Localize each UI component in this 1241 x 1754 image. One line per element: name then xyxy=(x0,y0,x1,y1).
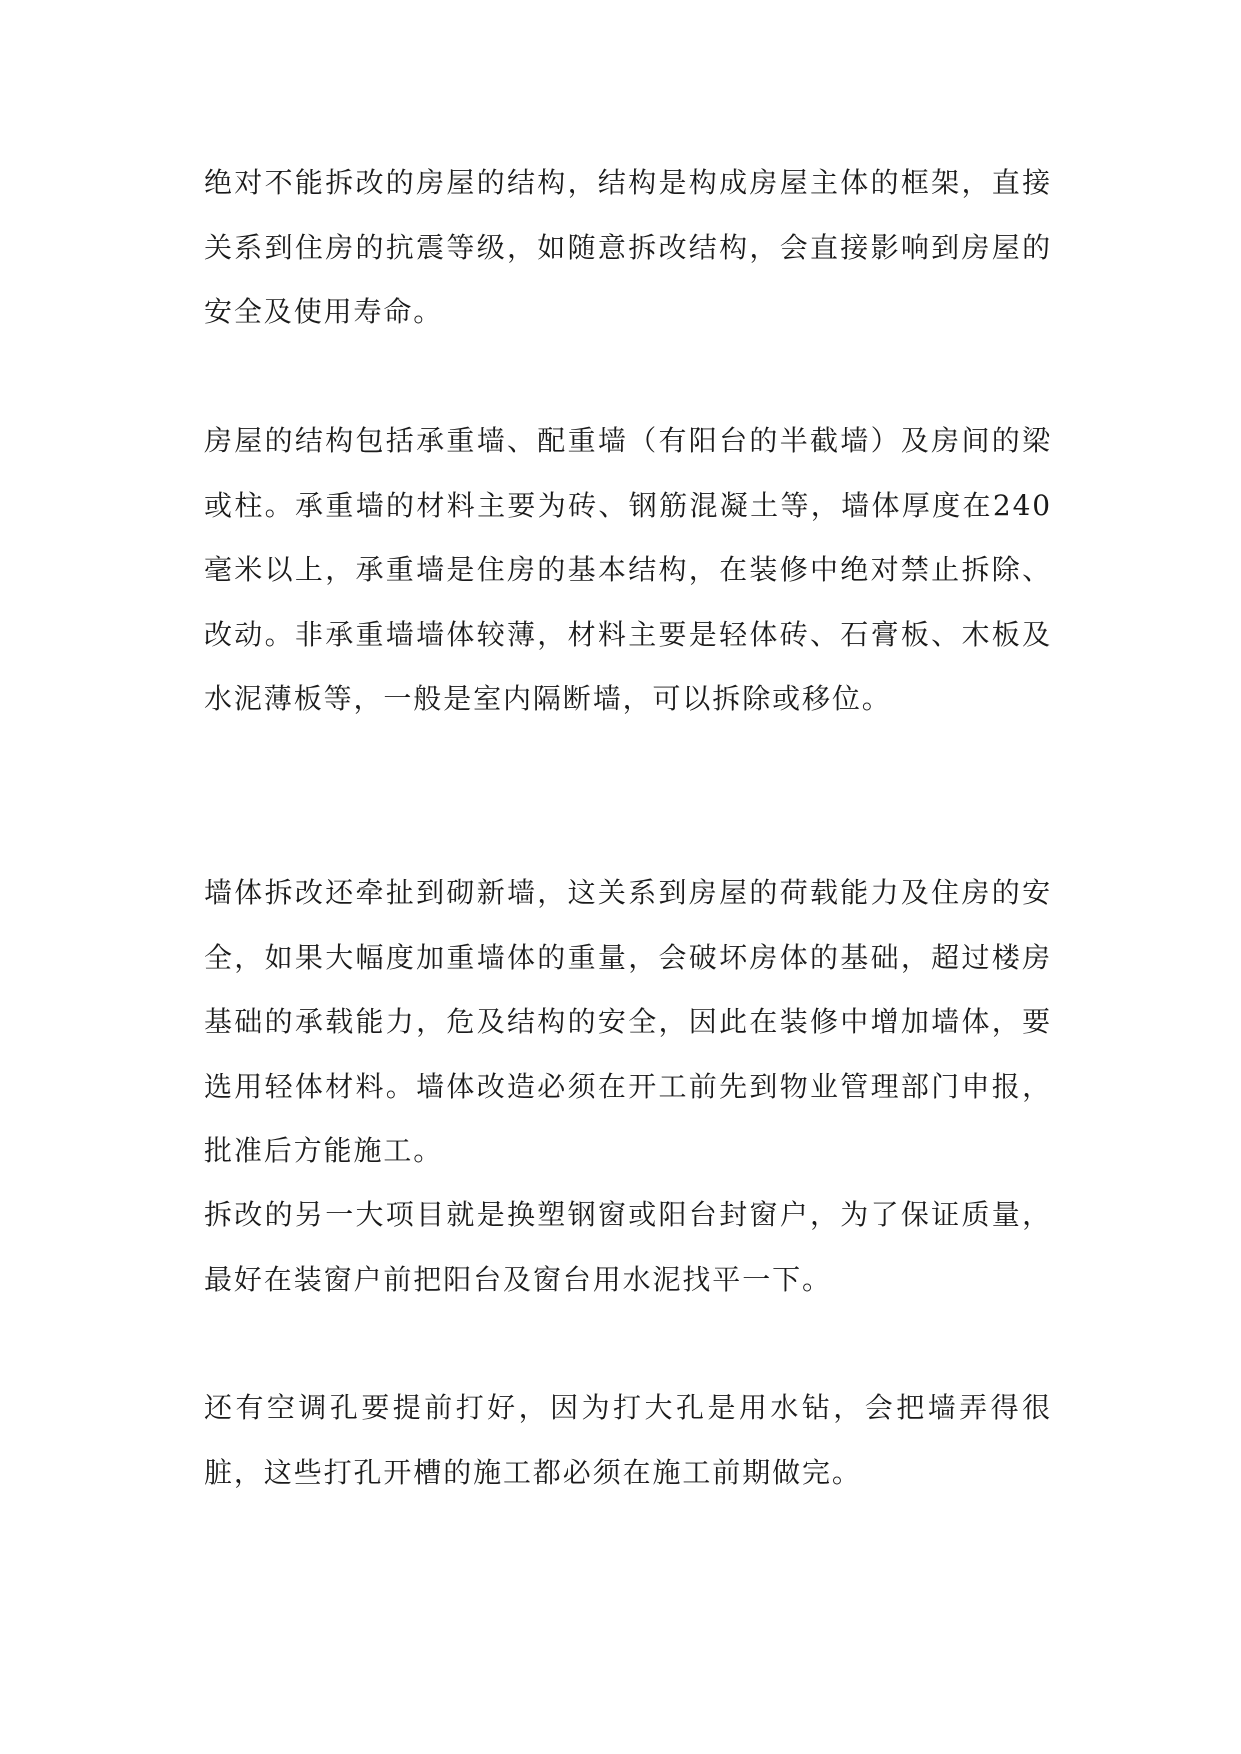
paragraph-window-replacement: 拆改的另一大项目就是换塑钢窗或阳台封窗户，为了保证质量，最好在装窗户前把阳台及窗台用水泥找平一下。 xyxy=(204,1198,1052,1296)
paragraph-load-bearing-walls: 房屋的结构包括承重墙、配重墙（有阳台的半截墙）及房间的梁或柱。承重墙的材料主要为砖、钢筋混凝土等，墙体厚度在240毫米以上，承重墙是住房的基本结构，在装修中绝对禁止拆除、改动。非承重墙墙体较薄，材料主要是轻体砖、石膏板、木板及水泥薄板等，一般是室内隔断墙，可以拆除或移位。 xyxy=(204,424,1052,715)
paragraph-ac-holes: 还有空调孔要提前打好，因为打大孔是用水钻，会把墙弄得很脏，这些打孔开槽的施工都必须在施工前期做完。 xyxy=(204,1391,1052,1489)
paragraph-structure-warning: 绝对不能拆改的房屋的结构，结构是构成房屋主体的框架，直接关系到住房的抗震等级，如随意拆改结构，会直接影响到房屋的安全及使用寿命。 xyxy=(204,166,1052,328)
paragraph-new-walls: 墙体拆改还牵扯到砌新墙，这关系到房屋的荷载能力及住房的安全，如果大幅度加重墙体的重量，会破坏房体的基础，超过楼房基础的承载能力，危及结构的安全，因此在装修中增加墙体，要选用轻体材料。墙体改造必须在开工前先到物业管理部门申报，批准后方能施工。 xyxy=(204,876,1052,1167)
